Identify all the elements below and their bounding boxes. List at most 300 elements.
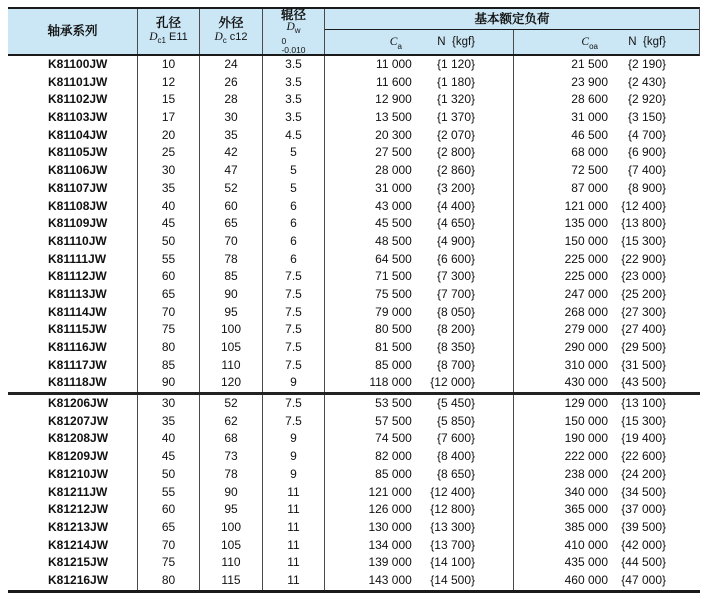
roller-value-cell: 6 (263, 233, 325, 251)
coa-kgf-value: {47 000} (621, 572, 666, 587)
coa-kgf-value: {31 500} (621, 357, 666, 372)
bore-value-cell: 70 (138, 304, 200, 322)
bore-value-cell: 30 (138, 162, 200, 180)
ca-kgf-value: {8 200} (436, 322, 475, 337)
bearing-series-cell: K81209JW (8, 448, 138, 466)
bore-value-cell: 45 (138, 448, 200, 466)
bore-value-cell: 35 (138, 180, 200, 198)
table-row (8, 91, 700, 109)
roller-value-cell: 11 (263, 572, 325, 590)
coa-newton-value: 435 000 (564, 555, 608, 570)
table-row (8, 466, 700, 484)
coa-newton-value: 150 000 (564, 413, 608, 428)
table-row (8, 233, 700, 251)
ca-kgf-value: {2 800} (436, 145, 475, 160)
coa-newton-value: 268 000 (564, 304, 608, 319)
coa-value-cell (514, 395, 700, 413)
bore-value-cell: 75 (138, 321, 200, 339)
outer-value-cell: 70 (200, 233, 263, 251)
coa-value-cell (514, 144, 700, 162)
coa-newton-value: 340 000 (564, 484, 608, 499)
outer-value-cell: 85 (200, 268, 263, 286)
bearing-series-cell: K81113JW (8, 286, 138, 304)
bearing-series-cell: K81213JW (8, 519, 138, 537)
ca-value-cell (325, 572, 514, 590)
bore-value-cell: 60 (138, 501, 200, 519)
bearing-series-cell: K81112JW (8, 268, 138, 286)
coa-kgf-value: {43 500} (621, 375, 666, 390)
coa-newton-value: 129 000 (564, 396, 608, 411)
ca-kgf-value: {12 000} (430, 375, 475, 390)
ca-value-cell (325, 448, 514, 466)
ca-newton-value: 57 500 (375, 413, 412, 428)
header-ca (325, 30, 514, 54)
ca-value-cell (325, 286, 514, 304)
coa-kgf-value: {13 100} (621, 396, 666, 411)
roller-value-cell: 9 (263, 430, 325, 448)
ca-newton-value: 20 300 (375, 127, 412, 142)
roller-value-cell: 6 (263, 215, 325, 233)
ca-kgf-value: {1 320} (436, 92, 475, 107)
ca-value-cell (325, 430, 514, 448)
coa-value-cell (514, 413, 700, 431)
outer-value-cell: 105 (200, 339, 263, 357)
ca-newton-value: 79 000 (375, 304, 412, 319)
outer-value-cell: 62 (200, 413, 263, 431)
coa-value-cell (514, 91, 700, 109)
coa-newton-value: 23 900 (571, 74, 608, 89)
table-group-811 (8, 56, 700, 395)
ca-value-cell (325, 144, 514, 162)
ca-kgf-value: {3 200} (436, 180, 475, 195)
bore-value-cell: 10 (138, 56, 200, 74)
table-row (8, 413, 700, 431)
coa-value-cell (514, 233, 700, 251)
ca-kgf-value: {13 300} (430, 519, 475, 534)
ca-newton-value: 143 000 (368, 572, 412, 587)
bore-value-cell: 45 (138, 215, 200, 233)
roller-value-cell: 7.5 (263, 339, 325, 357)
ca-kgf-value: {14 500} (430, 572, 475, 587)
table-row (8, 519, 700, 537)
coa-newton-value: 150 000 (564, 233, 608, 248)
coa-value-cell (514, 109, 700, 127)
ca-kgf-value: {5 850} (436, 413, 475, 428)
outer-value-cell: 68 (200, 430, 263, 448)
coa-value-cell (514, 74, 700, 92)
coa-value-cell (514, 572, 700, 590)
ca-unit: N {kgf} (437, 36, 475, 48)
ca-newton-value: 13 500 (375, 110, 412, 125)
outer-value-cell: 24 (200, 56, 263, 74)
table-row (8, 180, 700, 198)
coa-newton-value: 68 000 (571, 145, 608, 160)
header-outer-diameter (200, 9, 263, 54)
coa-newton-value: 430 000 (564, 375, 608, 390)
bore-value-cell: 60 (138, 268, 200, 286)
table-row (8, 430, 700, 448)
ca-newton-value: 45 500 (375, 216, 412, 231)
table-row (8, 198, 700, 216)
bearing-series-cell: K81105JW (8, 144, 138, 162)
coa-value-cell (514, 374, 700, 392)
table-row (8, 251, 700, 269)
table-row (8, 572, 700, 590)
ca-newton-value: 11 600 (376, 74, 412, 89)
coa-kgf-value: {23 000} (621, 269, 666, 284)
ca-value-cell (325, 413, 514, 431)
roller-value-cell: 7.5 (263, 321, 325, 339)
ca-newton-value: 85 000 (375, 357, 412, 372)
roller-value-cell: 5 (263, 162, 325, 180)
coa-value-cell (514, 554, 700, 572)
table-row (8, 339, 700, 357)
bearing-series-cell: K81109JW (8, 215, 138, 233)
ca-kgf-value: {7 300} (436, 269, 475, 284)
header-bore-diameter (138, 9, 200, 54)
coa-value-cell (514, 198, 700, 216)
outer-value-cell: 52 (200, 395, 263, 413)
bore-value-cell: 75 (138, 554, 200, 572)
outer-value-cell: 60 (200, 198, 263, 216)
ca-kgf-value: {4 650} (436, 216, 475, 231)
coa-newton-value: 238 000 (564, 466, 608, 481)
ca-newton-value: 130 000 (368, 519, 412, 534)
table-row (8, 268, 700, 286)
coa-value-cell (514, 519, 700, 537)
bore-value-cell: 15 (138, 91, 200, 109)
ca-value-cell (325, 466, 514, 484)
load-subheaders (325, 30, 699, 54)
ca-newton-value: 85 000 (375, 466, 412, 481)
ca-value-cell (325, 321, 514, 339)
ca-value-cell (325, 127, 514, 145)
bore-value-cell: 40 (138, 198, 200, 216)
series-header-label: 轴承系列 (47, 24, 98, 38)
outer-value-cell: 28 (200, 91, 263, 109)
coa-kgf-value: {3 150} (627, 110, 666, 125)
outer-value-cell: 105 (200, 537, 263, 555)
roller-value-cell: 7.5 (263, 286, 325, 304)
outer-value-cell: 26 (200, 74, 263, 92)
coa-symbol: $C_{oa}$ (581, 36, 598, 52)
outer-symbol: $D_c$ c12 (214, 30, 248, 46)
coa-newton-value: 21 500 (571, 57, 608, 71)
bearing-series-cell: K81101JW (8, 74, 138, 92)
table-row (8, 484, 700, 502)
bore-value-cell: 17 (138, 109, 200, 127)
outer-value-cell: 115 (200, 572, 263, 590)
table-row (8, 395, 700, 413)
bearing-series-cell: K81114JW (8, 304, 138, 322)
coa-kgf-value: {19 400} (621, 431, 666, 446)
bearing-series-cell: K81206JW (8, 395, 138, 413)
bearing-series-cell: K81115JW (8, 321, 138, 339)
outer-value-cell: 47 (200, 162, 263, 180)
bearing-series-cell: K81210JW (8, 466, 138, 484)
coa-value-cell (514, 286, 700, 304)
roller-value-cell: 3.5 (263, 109, 325, 127)
ca-value-cell (325, 162, 514, 180)
bearing-series-cell: K81104JW (8, 127, 138, 145)
coa-newton-value: 72 500 (571, 163, 608, 178)
ca-value-cell (325, 374, 514, 392)
ca-kgf-value: {2 860} (436, 163, 475, 178)
roller-tolerance: 0 -0.010 (281, 36, 306, 55)
coa-kgf-value: {25 200} (621, 286, 666, 301)
ca-kgf-value: {14 100} (430, 555, 475, 570)
table-row (8, 109, 700, 127)
roller-value-cell: 3.5 (263, 91, 325, 109)
coa-kgf-value: {22 900} (621, 251, 666, 266)
table-row (8, 286, 700, 304)
ca-value-cell (325, 198, 514, 216)
ca-kgf-value: {8 400} (436, 449, 475, 464)
coa-value-cell (514, 448, 700, 466)
ca-kgf-value: {1 370} (436, 110, 475, 125)
ca-newton-value: 27 500 (375, 145, 412, 160)
outer-value-cell: 90 (200, 484, 263, 502)
coa-kgf-value: {44 500} (621, 555, 666, 570)
coa-kgf-value: {2 190} (627, 57, 666, 71)
coa-kgf-value: {34 500} (621, 484, 666, 499)
coa-value-cell (514, 501, 700, 519)
bearing-series-cell: K81117JW (8, 357, 138, 375)
table-row (8, 501, 700, 519)
roller-value-cell: 9 (263, 374, 325, 392)
table-header (8, 7, 700, 56)
ca-kgf-value: {6 600} (436, 251, 475, 266)
outer-value-cell: 30 (200, 109, 263, 127)
table-row (8, 537, 700, 555)
ca-kgf-value: {8 050} (436, 304, 475, 319)
coa-newton-value: 222 000 (564, 449, 608, 464)
bearing-series-cell: K81116JW (8, 339, 138, 357)
coa-kgf-value: {8 900} (627, 180, 666, 195)
bore-value-cell: 40 (138, 430, 200, 448)
outer-value-cell: 95 (200, 304, 263, 322)
ca-kgf-value: {8 700} (436, 357, 475, 372)
coa-kgf-value: {2 430} (627, 74, 666, 89)
ca-kgf-value: {2 070} (436, 127, 475, 142)
table-row (8, 304, 700, 322)
ca-newton-value: 121 000 (368, 484, 412, 499)
bearing-series-cell: K81214JW (8, 537, 138, 555)
table-row (8, 357, 700, 375)
header-coa (514, 30, 700, 54)
bore-value-cell: 90 (138, 374, 200, 392)
coa-newton-value: 121 000 (564, 198, 608, 213)
roller-value-cell: 7.5 (263, 413, 325, 431)
coa-value-cell (514, 321, 700, 339)
bore-value-cell: 12 (138, 74, 200, 92)
table-row (8, 554, 700, 572)
bore-value-cell: 50 (138, 466, 200, 484)
roller-value-cell: 7.5 (263, 268, 325, 286)
table-row (8, 448, 700, 466)
ca-newton-value: 82 000 (375, 449, 412, 464)
ca-value-cell (325, 519, 514, 537)
outer-value-cell: 110 (200, 357, 263, 375)
ca-newton-value: 80 500 (375, 322, 412, 337)
roller-value-cell: 3.5 (263, 74, 325, 92)
bearing-series-cell: K81110JW (8, 233, 138, 251)
coa-newton-value: 190 000 (564, 431, 608, 446)
outer-value-cell: 100 (200, 519, 263, 537)
bearing-series-cell: K81208JW (8, 430, 138, 448)
coa-kgf-value: {12 400} (621, 198, 666, 213)
outer-value-cell: 110 (200, 554, 263, 572)
coa-newton-value: 365 000 (564, 502, 608, 517)
ca-value-cell (325, 537, 514, 555)
coa-kgf-value: {24 200} (621, 466, 666, 481)
roller-value-cell: 11 (263, 519, 325, 537)
roller-value-cell: 11 (263, 537, 325, 555)
coa-value-cell (514, 484, 700, 502)
load-group-title: 基本额定负荷 (325, 9, 699, 30)
coa-value-cell (514, 537, 700, 555)
table-row (8, 215, 700, 233)
table-row (8, 374, 700, 392)
header-basic-load-rating (325, 9, 699, 54)
ca-symbol: $C_a$ (389, 36, 402, 52)
roller-title: 辊径 (280, 7, 306, 22)
ca-value-cell (325, 180, 514, 198)
ca-kgf-value: {8 350} (436, 340, 475, 354)
bearing-series-cell: K81111JW (8, 251, 138, 269)
outer-value-cell: 95 (200, 501, 263, 519)
ca-newton-value: 139 000 (368, 555, 412, 570)
roller-value-cell: 7.5 (263, 304, 325, 322)
ca-kgf-value: {4 900} (436, 233, 475, 248)
bore-value-cell: 30 (138, 395, 200, 413)
coa-value-cell (514, 180, 700, 198)
coa-newton-value: 135 000 (564, 216, 608, 231)
bearing-series-cell: K81106JW (8, 162, 138, 180)
coa-newton-value: 87 000 (571, 180, 608, 195)
outer-value-cell: 73 (200, 448, 263, 466)
bore-value-cell: 35 (138, 413, 200, 431)
coa-value-cell (514, 466, 700, 484)
outer-value-cell: 65 (200, 215, 263, 233)
coa-newton-value: 410 000 (564, 537, 608, 552)
coa-kgf-value: {7 400} (627, 163, 666, 178)
roller-value-cell: 5 (263, 180, 325, 198)
ca-newton-value: 48 500 (375, 233, 412, 248)
coa-value-cell (514, 304, 700, 322)
coa-newton-value: 28 600 (571, 92, 608, 107)
coa-kgf-value: {15 300} (621, 233, 666, 248)
coa-kgf-value: {27 400} (621, 322, 666, 337)
outer-value-cell: 42 (200, 144, 263, 162)
coa-newton-value: 46 500 (571, 127, 608, 142)
table-row (8, 144, 700, 162)
ca-newton-value: 12 900 (375, 92, 412, 107)
bearing-spec-table (8, 7, 700, 593)
ca-value-cell (325, 554, 514, 572)
ca-value-cell (325, 56, 514, 74)
roller-value-cell: 11 (263, 501, 325, 519)
coa-newton-value: 279 000 (564, 322, 608, 337)
coa-kgf-value: {6 900} (627, 145, 666, 160)
outer-value-cell: 100 (200, 321, 263, 339)
coa-newton-value: 460 000 (564, 572, 608, 587)
bearing-series-cell: K81100JW (8, 56, 138, 74)
coa-newton-value: 310 000 (564, 357, 608, 372)
bearing-series-cell: K81108JW (8, 198, 138, 216)
coa-unit: N {kgf} (628, 36, 666, 48)
roller-value-cell: 4.5 (263, 127, 325, 145)
ca-newton-value: 81 500 (375, 340, 412, 354)
ca-kgf-value: {13 700} (430, 537, 475, 552)
ca-kgf-value: {12 400} (430, 484, 475, 499)
bore-value-cell: 80 (138, 572, 200, 590)
ca-value-cell (325, 268, 514, 286)
roller-symbol: $D_w$ (286, 20, 301, 36)
ca-newton-value: 126 000 (368, 502, 412, 517)
ca-kgf-value: {5 450} (436, 396, 475, 411)
coa-kgf-value: {29 500} (621, 340, 666, 354)
bearing-series-cell: K81103JW (8, 109, 138, 127)
bearing-series-cell: K81211JW (8, 484, 138, 502)
bore-value-cell: 80 (138, 339, 200, 357)
bore-value-cell: 25 (138, 144, 200, 162)
coa-newton-value: 247 000 (564, 286, 608, 301)
coa-value-cell (514, 56, 700, 74)
coa-newton-value: 385 000 (564, 519, 608, 534)
ca-kgf-value: {1 180} (436, 74, 475, 89)
outer-value-cell: 78 (200, 251, 263, 269)
coa-value-cell (514, 215, 700, 233)
coa-value-cell (514, 339, 700, 357)
roller-value-cell: 5 (263, 144, 325, 162)
bearing-series-cell: K81215JW (8, 554, 138, 572)
coa-kgf-value: {4 700} (627, 127, 666, 142)
bore-value-cell: 65 (138, 519, 200, 537)
header-bearing-series (8, 9, 138, 54)
outer-value-cell: 78 (200, 466, 263, 484)
ca-newton-value: 31 000 (375, 180, 412, 195)
coa-newton-value: 290 000 (564, 340, 608, 354)
outer-value-cell: 120 (200, 374, 263, 392)
ca-newton-value: 43 000 (375, 198, 412, 213)
ca-value-cell (325, 484, 514, 502)
ca-value-cell (325, 339, 514, 357)
coa-kgf-value: {27 300} (621, 304, 666, 319)
outer-value-cell: 52 (200, 180, 263, 198)
coa-kgf-value: {22 600} (621, 449, 666, 464)
bearing-series-cell: K81207JW (8, 413, 138, 431)
ca-kgf-value: {1 120} (436, 57, 475, 71)
ca-newton-value: 134 000 (368, 537, 412, 552)
bearing-series-cell: K81102JW (8, 91, 138, 109)
ca-kgf-value: {7 700} (436, 286, 475, 301)
table-row (8, 74, 700, 92)
ca-value-cell (325, 251, 514, 269)
bore-value-cell: 65 (138, 286, 200, 304)
bearing-series-cell: K81118JW (8, 374, 138, 392)
bore-value-cell: 55 (138, 484, 200, 502)
roller-value-cell: 11 (263, 554, 325, 572)
coa-value-cell (514, 268, 700, 286)
roller-value-cell: 9 (263, 466, 325, 484)
table-row (8, 162, 700, 180)
ca-newton-value: 28 000 (375, 163, 412, 178)
coa-value-cell (514, 430, 700, 448)
coa-value-cell (514, 127, 700, 145)
ca-value-cell (325, 91, 514, 109)
ca-value-cell (325, 357, 514, 375)
